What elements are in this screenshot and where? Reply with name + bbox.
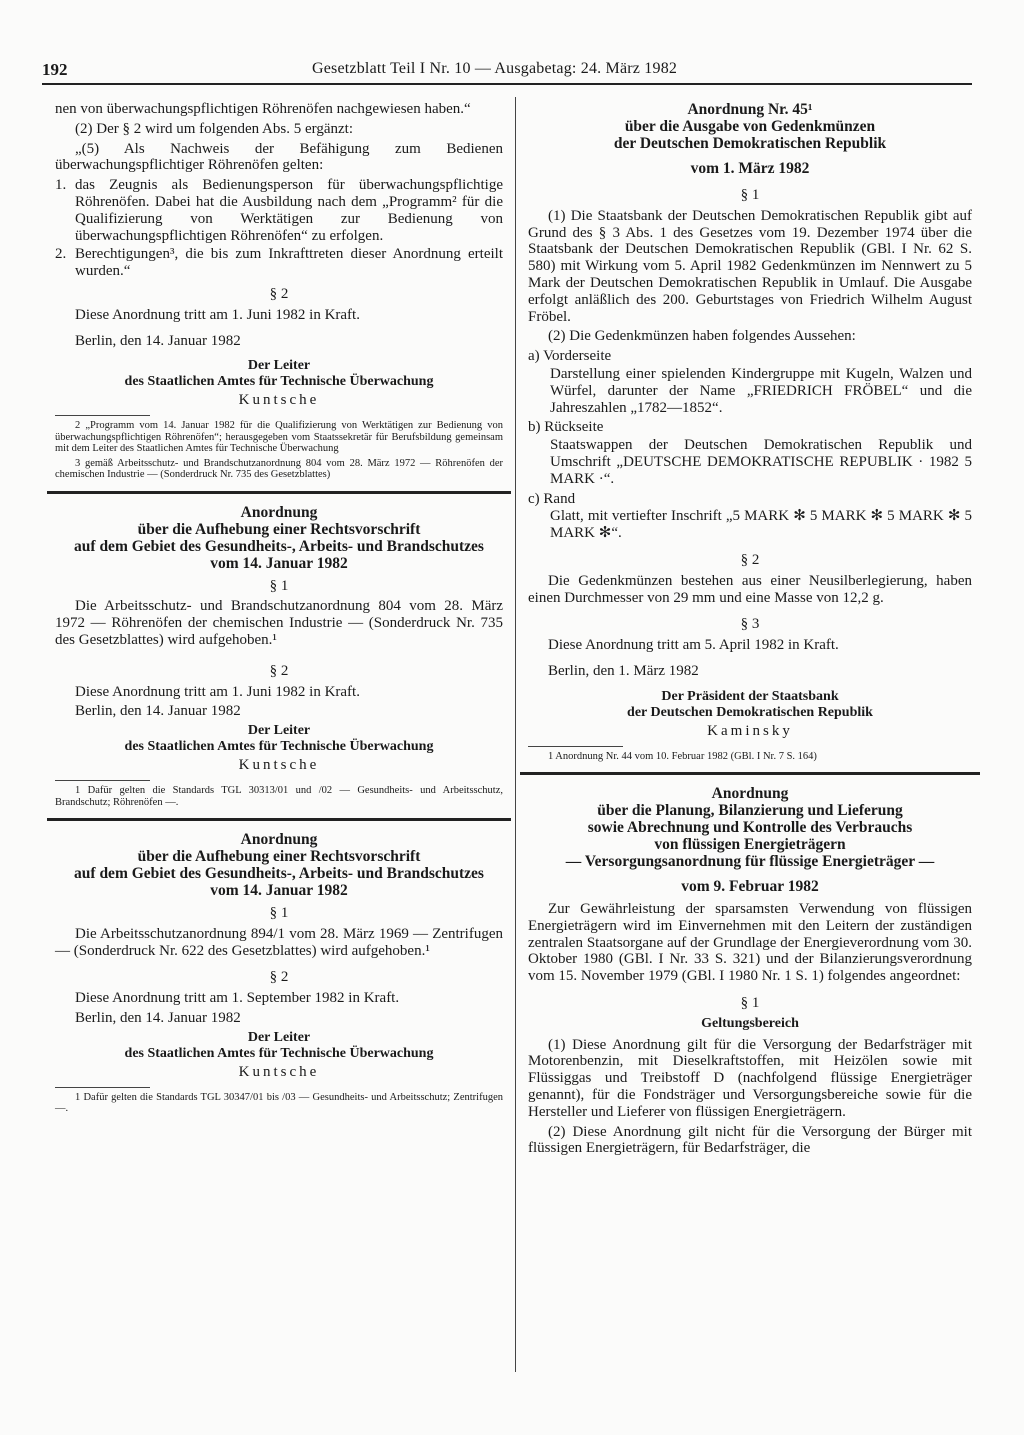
signature-office: des Staatlichen Amtes für Technische Überwachung bbox=[124, 374, 434, 390]
list-text: Darstellung einer spielenden Kindergruppe mit Kugeln, Walzen und Würfel, darunter der Name „FRIEDRICH FRÖBEL“ und die Jahreszahlen „1782—1852“. bbox=[550, 365, 972, 416]
page-header bbox=[42, 60, 970, 82]
ordinance-subtitle: der Deutschen Demokratischen Republik bbox=[613, 135, 887, 152]
place-date: Berlin, den 14. Januar 1982 bbox=[75, 703, 241, 720]
signature-title: Der Leiter bbox=[247, 723, 311, 739]
paragraph: nen von überwachungspflichtigen Röhrenöfen nachgewiesen haben.“ bbox=[55, 101, 471, 117]
ordinance-subtitle: auf dem Gebiet des Gesundheits-, Arbeits- und Brandschutzes bbox=[74, 537, 484, 555]
paragraph: Diese Anordnung tritt am 1. Juni 1982 in Kraft. bbox=[75, 306, 360, 323]
section-heading: § 2 bbox=[269, 285, 289, 302]
ordinance-title: Anordnung bbox=[240, 831, 318, 849]
paragraph: Die Arbeitsschutzanordnung 894/1 vom 28. März 1969 — Zentrifugen — (Sonderdruck Nr. 622 des Gesetzblattes) wird aufgehoben.¹ bbox=[55, 925, 503, 959]
section-separator bbox=[47, 818, 511, 821]
signature-title: Der Leiter bbox=[247, 358, 311, 374]
footnote: 2 „Programm vom 14. Januar 1982 für die Qualifizierung von Werktätigen zur Bedienung von überwachungspflichtigen Röhrenöfen“; herausgegeben vom Staatssekretär für Berufsbildung gemeinsam mit dem Leiter des Staatlichen Amtes für Technische Überwachung bbox=[55, 420, 503, 455]
paragraph: Diese Anordnung tritt am 1. Juni 1982 in Kraft. bbox=[75, 683, 360, 700]
signature-office: des Staatlichen Amtes für Technische Überwachung bbox=[124, 739, 434, 755]
section-heading: § 1 bbox=[269, 905, 289, 922]
place-date: Berlin, den 14. Januar 1982 bbox=[75, 332, 241, 349]
ordinance-subtitle: auf dem Gebiet des Gesundheits-, Arbeits- und Brandschutzes bbox=[74, 865, 484, 883]
ordinance-date: vom 14. Januar 1982 bbox=[210, 882, 348, 900]
paragraph: (2) Die Gedenkmünzen haben folgendes Aussehen: bbox=[548, 328, 856, 345]
paragraph: (2) Der § 2 wird um folgenden Abs. 5 ergänzt: bbox=[75, 120, 353, 137]
ordinance-short-title: — Versorgungsanordnung für flüssige Energieträger — bbox=[565, 853, 935, 871]
signature-title: Der Leiter bbox=[247, 1029, 311, 1045]
signatory-name: Kuntsche bbox=[238, 757, 320, 774]
ordinance-subtitle: über die Planung, Bilanzierung und Lieferung bbox=[597, 802, 903, 820]
section-separator bbox=[520, 772, 980, 775]
column-divider bbox=[515, 97, 516, 1372]
ordinance-subtitle: von flüssigen Energieträgern bbox=[654, 836, 846, 854]
paragraph: Die Gedenkmünzen bestehen aus einer Neusilberlegierung, haben einen Durchmesser von 29 mm und eine Masse von 12,2 g. bbox=[528, 572, 972, 606]
ordinance-title: Anordnung bbox=[711, 785, 789, 803]
section-heading: § 1 bbox=[740, 187, 760, 203]
footnote-rule bbox=[55, 780, 150, 781]
paragraph: „(5) Als Nachweis der Befähigung zum Bedienen überwachungspflichtiger Röhrenöfen gelten: bbox=[55, 140, 503, 174]
place-date: Berlin, den 14. Januar 1982 bbox=[75, 1010, 241, 1027]
paragraph: (1) Die Staatsbank der Deutschen Demokratischen Republik gibt auf Grund des § 3 Abs. 1 des Gesetzes vom 19. Dezember 1974 über die Staatsbank der Deutschen Demokratischen Republik (GBl. I Nr. 62 S. 580) mit Wirkung vom 5. April 1982 Gedenkmünzen im Nennwert zu 5 Mark der Deutschen Demokratischen Republik in Umlauf. Die Ausgabe erfolgt anläßlich des 200. Geburtstages von Friedrich Wilhelm August Fröbel. bbox=[528, 207, 972, 325]
ordinance-subtitle: über die Ausgabe von Gedenkmünzen bbox=[624, 118, 876, 135]
list-text: Staatswappen der Deutschen Demokratischen Republik und Umschrift „DEUTSCHE DEMOKRATISCHE REPUBLIK · 1982 5 MARK ·“. bbox=[550, 437, 972, 487]
ordinance-subtitle: sowie Abrechnung und Kontrolle des Verbrauchs bbox=[587, 819, 913, 837]
section-heading: § 2 bbox=[740, 551, 760, 568]
paragraph: Diese Anordnung tritt am 5. April 1982 in Kraft. bbox=[548, 637, 839, 654]
list-item: 2. Berechtigungen³, die bis zum Inkrafttreten dieser Anordnung erteilt wurden.“ bbox=[55, 246, 503, 280]
ordinance-subtitle: über die Aufhebung einer Rechtsvorschrift bbox=[137, 848, 421, 866]
section-heading: § 1 bbox=[269, 577, 289, 594]
section-heading: § 3 bbox=[740, 616, 760, 633]
signature-office: des Staatlichen Amtes für Technische Überwachung bbox=[124, 1045, 434, 1061]
list-label: a) Vorderseite bbox=[528, 348, 612, 365]
running-title: Gesetzblatt Teil I Nr. 10 — Ausgabetag: 24. März 1982 bbox=[312, 60, 678, 77]
ordinance-date: vom 1. März 1982 bbox=[690, 160, 810, 177]
right-column bbox=[528, 101, 972, 1160]
signatory-name: Kaminsky bbox=[707, 722, 793, 739]
left-column bbox=[55, 101, 503, 1118]
section-heading: § 2 bbox=[269, 969, 289, 986]
ordinance-date: vom 9. Februar 1982 bbox=[681, 878, 819, 896]
header-rule bbox=[42, 83, 972, 85]
signatory-name: Kuntsche bbox=[238, 1063, 320, 1080]
section-separator bbox=[47, 491, 511, 494]
ordinance-subtitle: über die Aufhebung einer Rechtsvorschrift bbox=[137, 520, 421, 538]
paragraph: Die Arbeitsschutz- und Brandschutzanordnung 804 vom 28. März 1972 — Röhrenöfen der chemischen Industrie — (Sonderdruck Nr. 735 des Gesetzblattes) wird aufgehoben.¹ bbox=[55, 598, 503, 649]
paragraph: (1) Diese Anordnung gilt für die Versorgung der Bedarfsträger mit Motorenbenzin, mit Dieselkraftstoffen, mit Heizölen sowie mit Flüssiggas und Treibstoff D (nachfolgend flüssige Energieträger genannt), für die Fondsträger und Versorgungsbereiche sowie für die Hersteller und Lieferer von flüssigen Energieträgern. bbox=[528, 1036, 972, 1120]
ordinance-title: Anordnung bbox=[240, 503, 318, 521]
footnote: 1 Anordnung Nr. 44 vom 10. Februar 1982 (GBl. I Nr. 7 S. 164) bbox=[548, 750, 817, 762]
footnote-rule bbox=[528, 746, 623, 747]
list-item: 1. das Zeugnis als Bedienungsperson für überwachungspflichtige Röhrenöfen. Dabei hat die Ausbildung nach dem „Programm² für die Qualifizierung von Werktätigen zur Bedienung von überwachungspflichtigen Röhrenöfen“ zu erfolgen. bbox=[55, 177, 503, 244]
signature-title: Der Präsident der Staatsbank bbox=[661, 688, 839, 704]
ordinance-date: vom 14. Januar 1982 bbox=[210, 554, 348, 572]
list-text: Glatt, mit vertiefter Inschrift „5 MARK ✻ 5 MARK ✻ 5 MARK ✻ 5 MARK ✻“. bbox=[550, 508, 972, 542]
footnote: 1 Dafür gelten die Standards TGL 30313/01 und /02 — Gesundheits- und Arbeitsschutz, Brandschutz; Röhrenöfen —. bbox=[55, 785, 503, 808]
list-label: c) Rand bbox=[528, 490, 576, 507]
paragraph: Diese Anordnung tritt am 1. September 1982 in Kraft. bbox=[75, 990, 400, 1007]
footnote: 3 gemäß Arbeitsschutz- und Brandschutzanordnung 804 vom 28. März 1972 — Röhrenöfen der chemischen Industrie — (Sonderdruck Nr. 735 des Gesetzblattes) bbox=[55, 457, 503, 481]
signature-office: der Deutschen Demokratischen Republik bbox=[627, 704, 873, 720]
footnote-rule bbox=[55, 1087, 150, 1088]
paragraph: Zur Gewährleistung der sparsamsten Verwendung von flüssigen Energieträgern wird im Einvernehmen mit den Leitern der zuständigen zentralen Staatsorgane auf der Grundlage der Energieverordnung vom 30. Oktober 1980 (GBl. I Nr. 33 S. 321) und der Bilanzierungsverordnung vom 15. November 1979 (GBl. I 1980 Nr. 1 S. 1) folgendes angeordnet: bbox=[528, 901, 972, 985]
section-heading: § 2 bbox=[269, 662, 289, 679]
list-label: b) Rückseite bbox=[528, 419, 604, 436]
signatory-name: Kuntsche bbox=[238, 392, 320, 409]
section-title: Geltungsbereich bbox=[701, 1015, 799, 1031]
page-number: 192 bbox=[42, 60, 68, 79]
footnote: 1 Dafür gelten die Standards TGL 30347/01 bis /03 — Gesundheits- und Arbeitsschutz; Zentrifugen —. bbox=[55, 1091, 503, 1115]
footnote-rule bbox=[55, 415, 150, 416]
ordinance-title: Anordnung Nr. 45¹ bbox=[687, 101, 813, 118]
paragraph: (2) Diese Anordnung gilt nicht für die Versorgung der Bürger mit flüssigen Energieträgern, für Bedarfsträger, die bbox=[528, 1123, 972, 1157]
place-date: Berlin, den 1. März 1982 bbox=[548, 662, 699, 679]
section-heading: § 1 bbox=[740, 995, 760, 1011]
